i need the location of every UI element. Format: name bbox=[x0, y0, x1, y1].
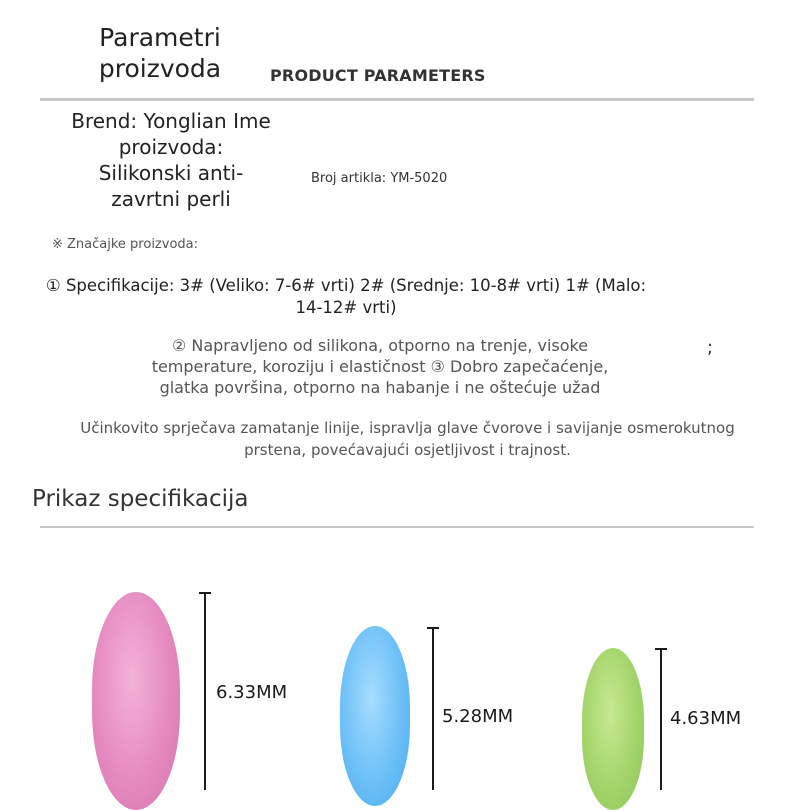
effect-text: Učinkovito sprječava zamatanje linije, ispravlja glave čvorove i savijanje osmerokutnog prstena, povećavajući osjetljivost i trajnost. bbox=[80, 419, 735, 459]
page-title-english: PRODUCT PARAMETERS bbox=[270, 66, 486, 85]
semicolon-mark: ; bbox=[707, 337, 714, 358]
size-label-medium: 5.28MM bbox=[442, 706, 514, 727]
page-title: Parametri proizvoda bbox=[98, 23, 222, 83]
dimension-cap-small bbox=[655, 648, 667, 650]
size-label-large: 6.33MM bbox=[216, 682, 288, 703]
article-number: Broj artikla: YM-5020 bbox=[311, 171, 448, 186]
dimension-line-small bbox=[660, 648, 662, 790]
dimension-cap-large bbox=[199, 592, 211, 594]
bead-small-green bbox=[582, 648, 644, 810]
spec-display-divider bbox=[40, 526, 754, 528]
header-divider bbox=[40, 98, 754, 101]
bead-large-pink bbox=[92, 592, 180, 810]
material-text: ② Napravljeno od silikona, otporno na trenje, visoke temperature, koroziju i elastičnost ③ Dobro zapečaćenje, glatka površina, otporno na habanje i ne oštećuje užad bbox=[151, 336, 609, 397]
dimension-cap-medium bbox=[427, 627, 439, 629]
brand-and-product-name: Brend: Yonglian Ime proizvoda: Silikonski anti-zavrtni perli bbox=[71, 109, 271, 211]
bead-medium-blue bbox=[340, 626, 410, 806]
dimension-line-medium bbox=[432, 627, 434, 790]
size-label-small: 4.63MM bbox=[670, 708, 742, 729]
spec-display-heading: Prikaz specifikacija bbox=[32, 486, 249, 512]
dimension-line-large bbox=[204, 592, 206, 790]
features-label: ※ Značajke proizvoda: bbox=[52, 237, 199, 252]
specification-text: ① Specifikacije: 3# (Veliko: 7-6# vrti) 2# (Srednje: 10-8# vrti) 1# (Malo: 14-12# vrti) bbox=[45, 276, 647, 317]
